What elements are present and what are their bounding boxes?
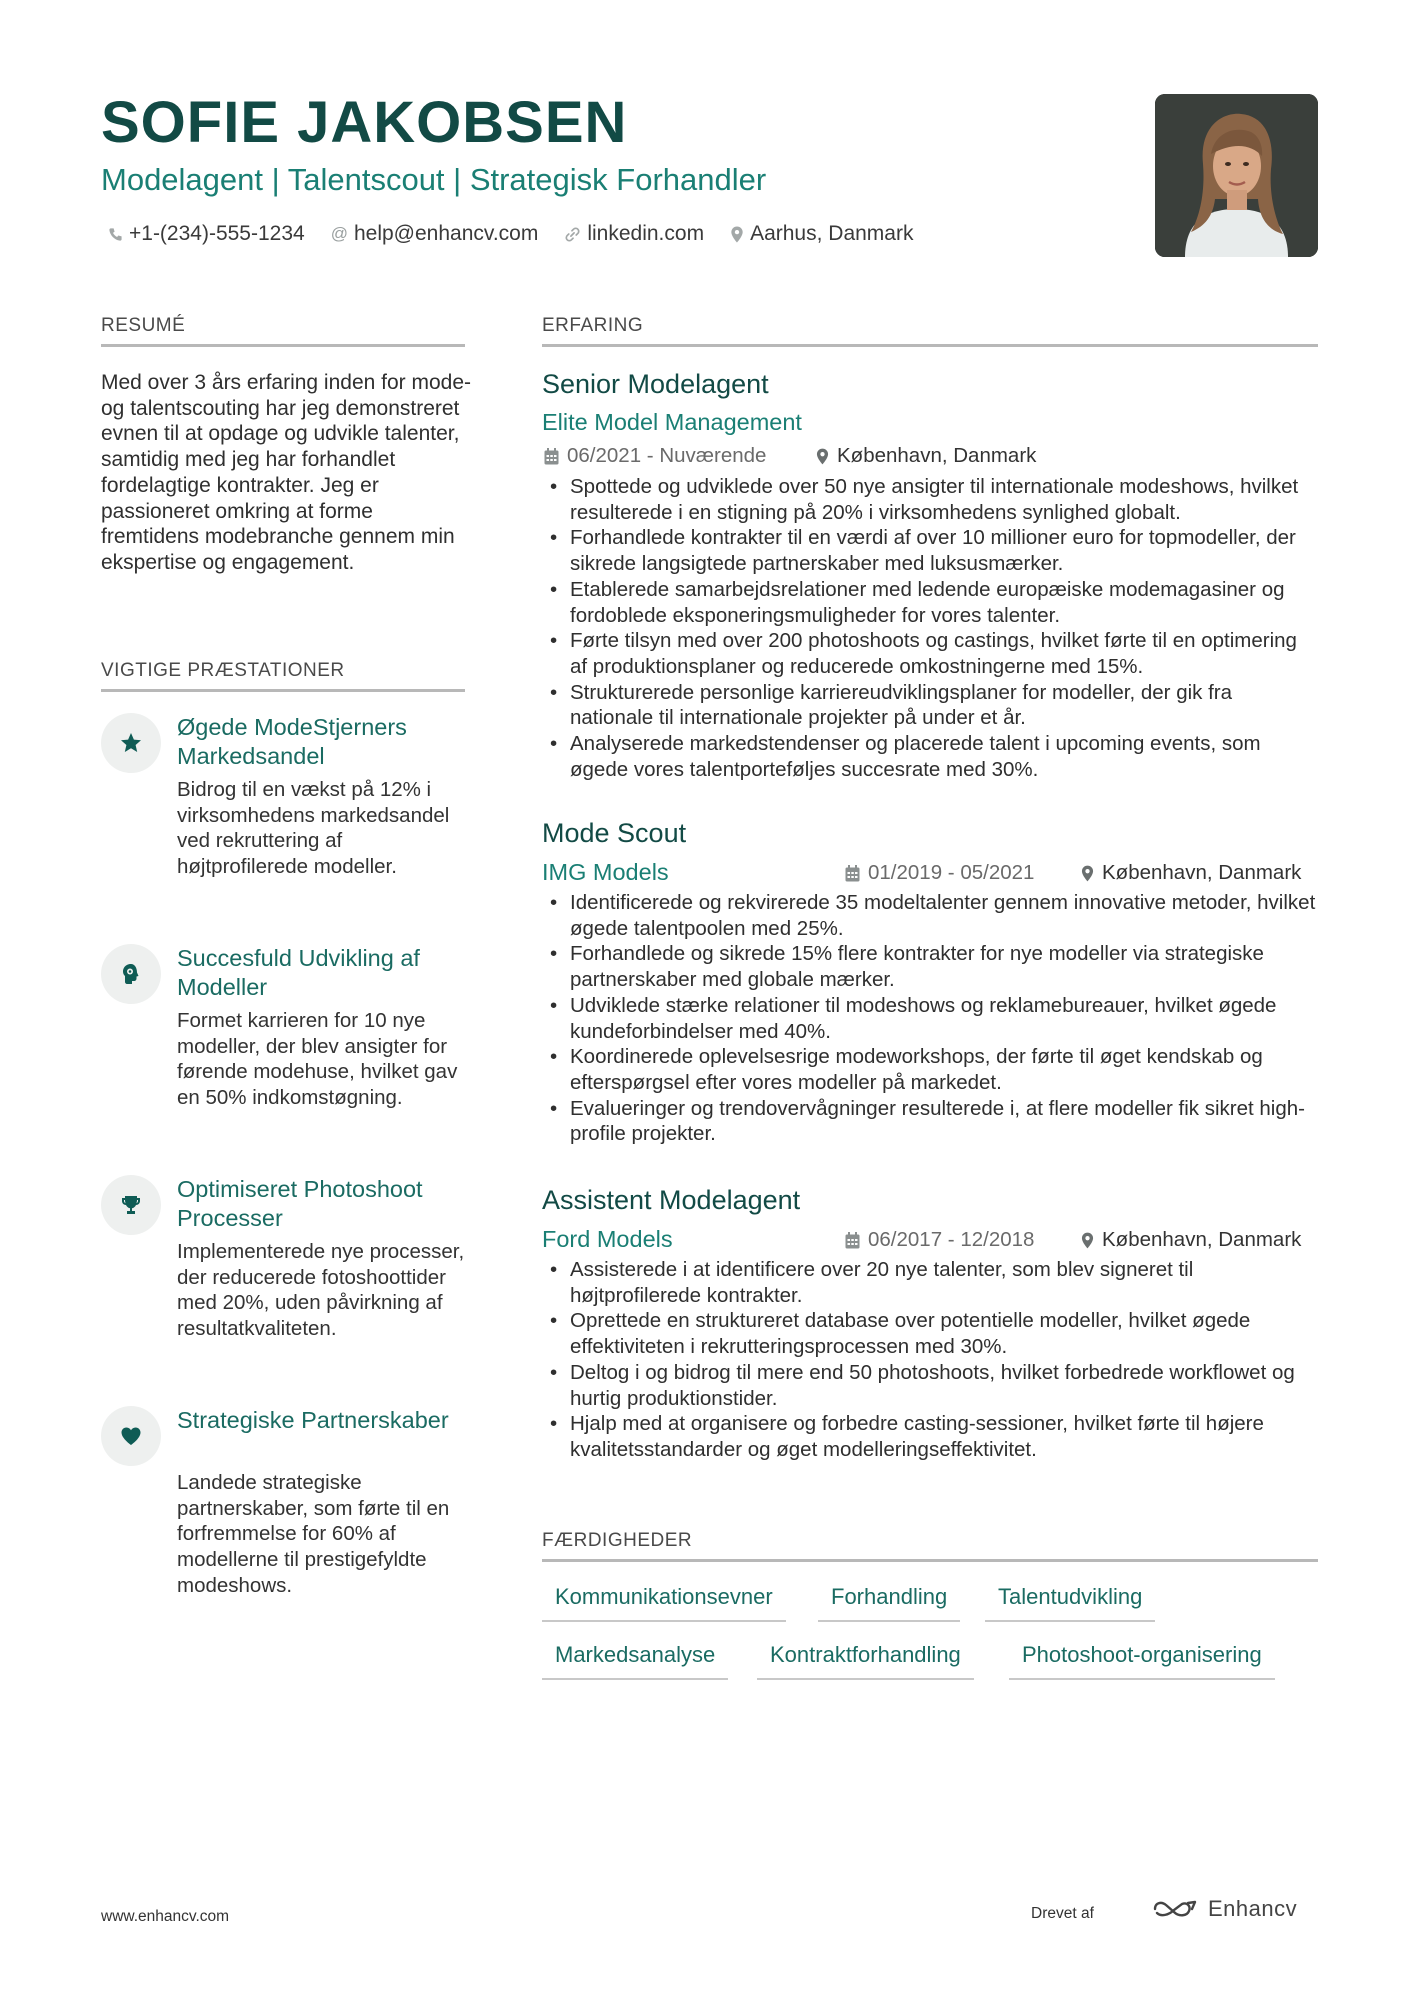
bullet-item: • Udviklede stærke relationer til modeshows og reklamebureauer, hvilket øgede kundeforbindelser med 40%. bbox=[548, 993, 1318, 1044]
job-location bbox=[1081, 860, 1301, 886]
contact-linkedin-text: linkedin.com bbox=[587, 222, 705, 245]
bullet-item: • Evalueringer og trendovervågninger resulterede i, at flere modeller fik sikret high-profile projekter. bbox=[548, 1096, 1318, 1147]
footer-url[interactable]: www.enhancv.com bbox=[101, 1908, 230, 1925]
bullet-item: • Strukturerede personlige karriereudviklingsplaner for modeller, der gik fra nationale til internationale projekter på under et år. bbox=[548, 680, 1318, 731]
phone-icon bbox=[108, 227, 123, 242]
achievement-item bbox=[101, 1175, 471, 1375]
contact-bar bbox=[108, 219, 939, 249]
candidate-name: SOFIE JAKOBSEN bbox=[101, 90, 628, 155]
summary-heading: RESUMÉ bbox=[101, 314, 465, 347]
job-bullets bbox=[548, 890, 1318, 1147]
experience-heading: ERFARING bbox=[542, 314, 1318, 347]
bullet-item: • Oprettede en struktureret database over potentielle modeller, hvilket øgede effektiviteten i rekrutteringsprocessen med 30%. bbox=[548, 1308, 1318, 1359]
skill-tag: Photoshoot-organisering bbox=[1009, 1640, 1275, 1680]
achievement-title: Succesfuld Udvikling af Modeller bbox=[177, 945, 420, 1000]
achievement-description: Bidrog til en vækst på 12% i virksomhedens markedsandel ved rekruttering af højtprofilerede modeller. bbox=[177, 778, 450, 879]
star-icon bbox=[101, 713, 161, 773]
job-title: Senior Modelagent bbox=[542, 369, 769, 399]
achievement-description: Implementerede nye processer, der reducerede fotoshoottider med 20%, uden påvirkning af resultatkvaliteten. bbox=[177, 1240, 465, 1341]
job-dates bbox=[544, 443, 766, 469]
enhancv-logo[interactable] bbox=[1152, 1896, 1297, 1922]
skill-tag: Markedsanalyse bbox=[542, 1640, 728, 1680]
bullet-item: • Identificerede og rekvirerede 35 modeltalenter gennem innovative metoder, hvilket øgede talentpoolen med 25%. bbox=[548, 890, 1318, 941]
skills-heading: FÆRDIGHEDER bbox=[542, 1529, 1318, 1562]
contact-location-text: Aarhus, Danmark bbox=[750, 222, 914, 245]
calendar-icon bbox=[845, 1232, 860, 1249]
contact-linkedin[interactable] bbox=[564, 219, 704, 249]
achievement-title: Strategiske Partnerskaber bbox=[177, 1407, 449, 1433]
bullet-item: • Koordinerede oplevelsesrige modeworkshops, der førte til øget kendskab og efterspørgsel efter vores modeller på markedet. bbox=[548, 1044, 1318, 1095]
bullet-item: • Hjalp med at organisere og forbedre casting-sessioner, hvilket førte til højere kvalitetsstandarder og øget modelleringseffektivitet. bbox=[548, 1411, 1318, 1462]
summary-text: Med over 3 års erfaring inden for mode- og talentscouting har jeg demonstreret evnen til at opdage og udvikle talenter, samtidig med jeg har forhandlet fordelagtige kontrakter. Jeg er passioneret omkring at forme fremtidens modebranche gennem min ekspertise og engagement. bbox=[101, 371, 472, 574]
bullet-item: • Etablerede samarbejdsrelationer med ledende europæiske modemagasiner og fordoblede eksponeringsmuligheder for vores talenter. bbox=[548, 577, 1318, 628]
bullet-item: • Spottede og udviklede over 50 nye ansigter til internationale modeshows, hvilket resulterede i en stigning på 20% i virksomhedens synlighed globalt. bbox=[548, 474, 1318, 525]
contact-phone-text: +1-(234)-555-1234 bbox=[129, 222, 305, 245]
calendar-icon bbox=[544, 448, 559, 465]
achievements-heading: VIGTIGE PRÆSTATIONER bbox=[101, 659, 465, 692]
job-bullets bbox=[548, 1257, 1318, 1463]
skill-tag: Kommunikationsevner bbox=[542, 1582, 786, 1622]
achievement-title: Øgede ModeStjerners Markedsandel bbox=[177, 714, 407, 769]
job-title: Mode Scout bbox=[542, 818, 687, 848]
job-location-text: København, Danmark bbox=[1102, 1228, 1302, 1251]
location-pin-icon bbox=[1081, 1232, 1094, 1249]
bullet-item: • Forhandlede kontrakter til en værdi af over 10 millioner euro for topmodeller, der sikrede langsigtede partnerskaber med luksusmærker. bbox=[548, 525, 1318, 576]
bullet-item: • Assisterede i at identificere over 20 nye talenter, som blev signeret til højtprofilerede kontrakter. bbox=[548, 1257, 1318, 1308]
achievement-item bbox=[101, 1406, 471, 1606]
link-icon bbox=[564, 226, 581, 243]
skill-tag: Talentudvikling bbox=[985, 1582, 1155, 1622]
footer-powered-by: Drevet af bbox=[1031, 1905, 1094, 1922]
skill-tag: Kontraktforhandling bbox=[757, 1640, 974, 1680]
job-dates bbox=[845, 860, 1034, 886]
contact-phone[interactable] bbox=[108, 219, 305, 249]
location-pin-icon bbox=[730, 226, 744, 243]
contact-email-text: help@enhancv.com bbox=[353, 222, 539, 245]
brain-icon bbox=[101, 944, 161, 1004]
bullet-item: • Førte tilsyn med over 200 photoshoots og castings, hvilket førte til en optimering af produktionsplaner og reducerede omkostningerne med 15%. bbox=[548, 628, 1318, 679]
contact-location bbox=[730, 219, 913, 249]
achievement-title: Optimiseret Photoshoot Processer bbox=[177, 1176, 423, 1231]
job-dates-text: 06/2021 - Nuværende bbox=[567, 444, 767, 467]
heart-icon bbox=[101, 1406, 161, 1466]
job-dates bbox=[845, 1227, 1034, 1253]
job-company: IMG Models bbox=[542, 859, 669, 885]
location-pin-icon bbox=[816, 448, 829, 465]
achievement-description: Formet karrieren for 10 nye modeller, der blev ansigter for førende modehuse, hvilket gav en 50% indkomstøgning. bbox=[177, 1009, 458, 1110]
achievement-item bbox=[101, 713, 471, 913]
calendar-icon bbox=[845, 865, 860, 882]
contact-email[interactable] bbox=[331, 219, 539, 249]
job-bullets bbox=[548, 474, 1318, 782]
job-company: Elite Model Management bbox=[542, 409, 802, 435]
job-dates-text: 01/2019 - 05/2021 bbox=[868, 861, 1035, 884]
bullet-item: • Forhandlede og sikrede 15% flere kontrakter for nye modeller via strategiske partnerskaber med globale mærker. bbox=[548, 941, 1318, 992]
achievement-item bbox=[101, 944, 471, 1144]
job-title: Assistent Modelagent bbox=[542, 1185, 801, 1215]
job-company: Ford Models bbox=[542, 1226, 673, 1252]
job-location bbox=[816, 443, 1036, 469]
achievement-description: Landede strategiske partnerskaber, som førte til en forfremmelse for 60% af modellerne til prestigefyldte modeshows. bbox=[177, 1471, 450, 1597]
skill-tag: Forhandling bbox=[818, 1582, 960, 1622]
job-dates-text: 06/2017 - 12/2018 bbox=[868, 1228, 1035, 1251]
job-location-text: København, Danmark bbox=[1102, 861, 1302, 884]
at-icon: @ bbox=[330, 224, 348, 243]
trophy-icon bbox=[101, 1175, 161, 1235]
job-location bbox=[1081, 1227, 1301, 1253]
location-pin-icon bbox=[1081, 865, 1094, 882]
job-location-text: København, Danmark bbox=[837, 444, 1037, 467]
profile-photo bbox=[1155, 94, 1318, 257]
enhancv-logo-icon bbox=[1152, 1897, 1198, 1921]
candidate-subtitle: Modelagent | Talentscout | Strategisk Forhandler bbox=[101, 162, 767, 197]
bullet-item: • Deltog i og bidrog til mere end 50 photoshoots, hvilket forbedrede workflowet og hurtig produktionstider. bbox=[548, 1360, 1318, 1411]
bullet-item: • Analyserede markedstendenser og placerede talent i upcoming events, som øgede vores talentporteføljes succesrate med 30%. bbox=[548, 731, 1318, 782]
enhancv-brand-text: Enhancv bbox=[1208, 1896, 1298, 1921]
